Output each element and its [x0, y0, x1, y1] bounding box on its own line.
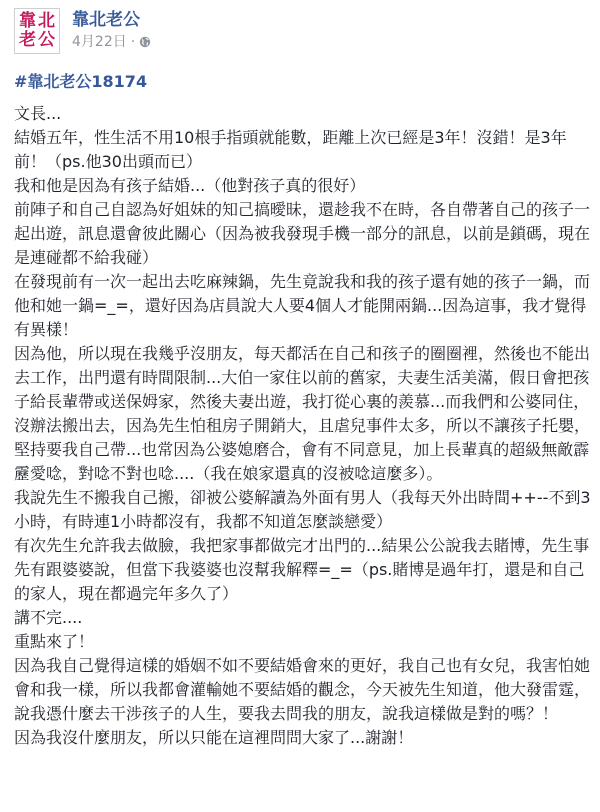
post-subline	[72, 32, 151, 52]
post-paragraph: 有次先生允許我去做臉，我把家事都做完才出門的...結果公公說我去賭博，先生事先有跟婆婆說，但當下我婆婆也沒幫我解釋=_=（ps.賭博是過年打，還是和自己的家人，現在都過完年多久了）	[14, 536, 590, 603]
post-date[interactable]: 4月22日	[72, 34, 127, 50]
globe-icon	[139, 36, 151, 48]
page-avatar[interactable]	[14, 8, 60, 54]
post-paragraph: 我說先生不搬我自己搬，卻被公婆解讀為外面有男人（我每天外出時間++--不到3小時，有時連1小時都沒有，我都不知道怎麼談戀愛）	[14, 488, 591, 531]
avatar-char: 北	[38, 11, 55, 31]
post-paragraph: 前陣子和自己自認為好姐妹的知己搞曖昧，還趁我不在時，各自帶著自己的孩子一起出遊，訊息還會彼此關心（因為被我發現手機一部分的訊息，以前是鎖碼，現在是連碰都不給我碰）	[14, 200, 591, 267]
page-name-link[interactable]: 靠北老公	[72, 10, 140, 30]
post-paragraph: 結婚五年，性生活不用10根手指頭就能數，距離上次已經是3年！沒錯！是3年前！（ps.他30出頭而已）	[14, 128, 567, 171]
post-paragraph: 文長...	[14, 104, 62, 123]
hashtag-link[interactable]: #靠北老公18174	[14, 72, 148, 91]
post-paragraph: 在發現前有一次一起出去吃麻辣鍋，先生竟說我和我的孩子還有她的孩子一鍋，而他和她一鍋=_=，還好因為店員說大人要4個人才能開兩鍋...因為這事，我才覺得有異樣！	[14, 272, 591, 339]
post-paragraph: 講不完....	[14, 608, 83, 627]
post-paragraph: 因為我自己覺得這樣的婚姻不如不要結婚會來的更好，我自己也有女兒，我害怕她會和我一樣，所以我都會灌輸她不要結婚的觀念，今天被先生知道，他大發雷霆，說我憑什麼去干涉孩子的人生，要我去問我的朋友，說我這樣做是對的嗎？！	[14, 656, 591, 723]
post-paragraph: 因為他，所以現在我幾乎沒朋友，每天都活在自己和孩子的圈圈裡，然後也不能出去工作，出門還有時間限制...大伯一家住以前的舊家，夫妻生活美滿，假日會把孩子給長輩帶或送保姆家，然後夫妻出遊，我打從心裏的羨慕...而我們和公婆同住，沒辦法搬出去，因為先生怕租房子開銷大，且虐兒事件太多，所以不讓孩子托嬰，堅持要我自己帶...也常因為公婆媳磨合，會有不同意見，加上長輩真的超級無敵霹靂愛唸，對唸不對也唸....（我在娘家還真的沒被唸這麼多）。	[14, 344, 591, 483]
post-meta	[72, 9, 151, 52]
separator-dot: ·	[130, 34, 136, 50]
avatar-char: 靠	[19, 11, 36, 31]
post-paragraph: 因為我沒什麼朋友，所以只能在這裡問問大家了...謝謝！	[14, 728, 414, 747]
post-header	[14, 8, 151, 54]
post-body	[14, 70, 592, 750]
avatar-char: 老	[19, 30, 36, 50]
post-paragraph: 我和他是因為有孩子結婚...（他對孩子真的很好）	[14, 176, 366, 195]
avatar-char: 公	[38, 30, 55, 50]
post-paragraph: 重點來了！	[14, 632, 95, 651]
